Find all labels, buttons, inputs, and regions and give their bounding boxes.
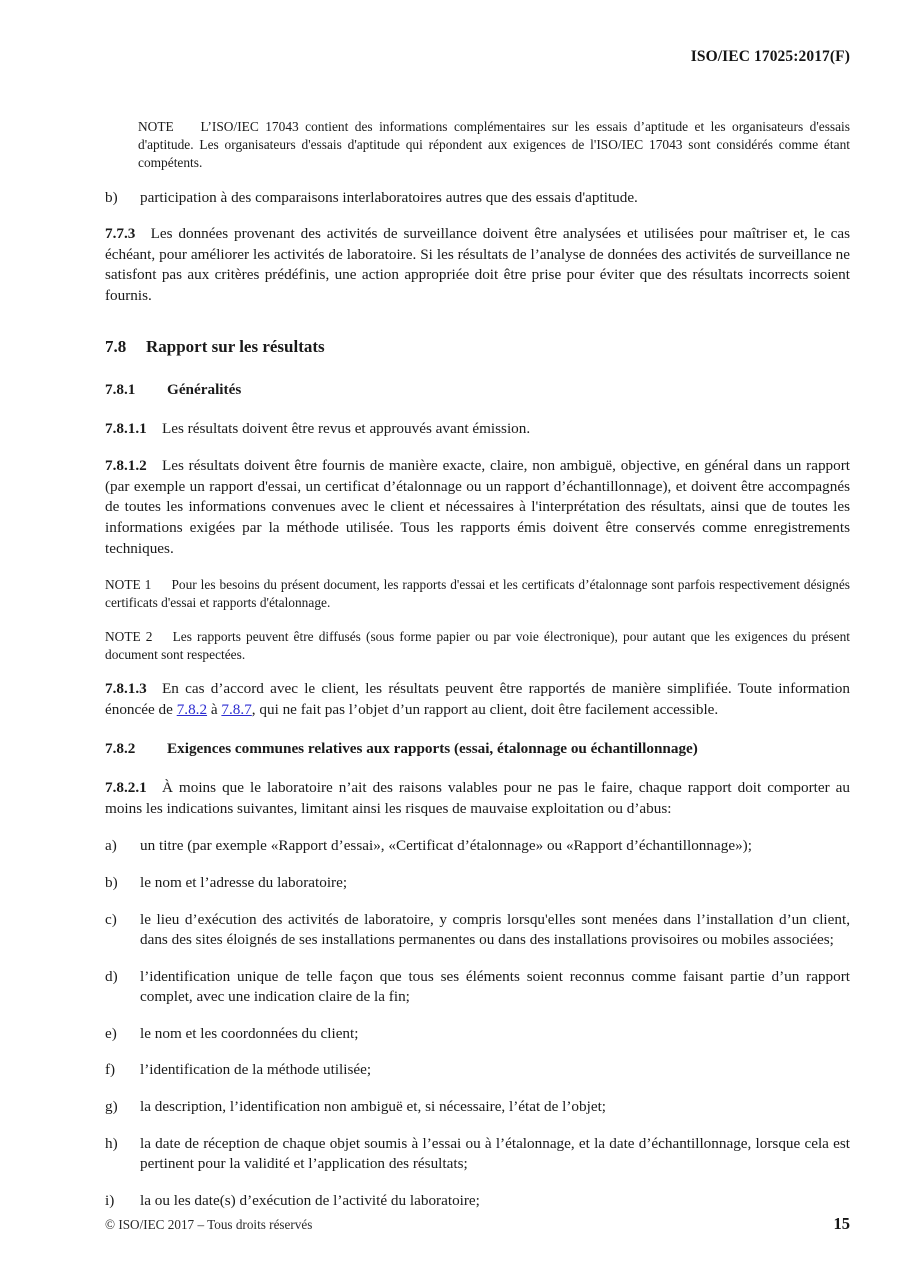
list-item [105,836,850,857]
clause-7-8-1-3 [105,679,850,720]
document-header: ISO/IEC 17025:2017(F) [690,48,850,65]
list-item-marker: i) [105,1191,115,1209]
list-item-marker: d) [105,967,118,985]
cross-reference-link-7-8-7[interactable]: 7.8.7 [221,700,252,718]
clause-text-before: En cas d’accord avec le client, les résultats peuvent être rapportés de manière simplifiée. Toute information énoncée de [105,679,850,718]
copyright-notice: © ISO/IEC 2017 – Tous droits réservés [105,1217,313,1232]
list-item-text: le nom et les coordonnées du client; [140,1024,359,1042]
list-item [105,967,850,1008]
page-content [105,118,850,1227]
list-item-text: la description, l’identification non ambiguë et, si nécessaire, l’état de l’objet; [140,1098,607,1116]
heading-title: Généralités [167,380,242,398]
list-item [105,1024,850,1045]
list-item-marker: b) [105,873,118,891]
list-item [105,1097,850,1118]
note-block-2 [105,628,850,664]
document-footer [105,1214,850,1234]
list-item-text: participation à des comparaisons interlaboratoires autres que des essais d'aptitude. [140,188,638,206]
clause-number: 7.8.2.1 [105,779,147,797]
note-text: L’ISO/IEC 17043 contient des informations complémentaires sur les essais d’aptitude et les organisateurs d'essais d'aptitude. Les organisateurs d'essais d'aptitude qui répondent aux exigences de l'ISO/IEC 17043 sont considérés comme étant compétents. [138,119,850,171]
list-item-marker: f) [105,1061,116,1079]
list-item-text: la ou les date(s) d’exécution de l’activité du laboratoire; [140,1191,480,1209]
list-item-text: le nom et l’adresse du laboratoire; [140,873,348,891]
list-item [105,188,850,209]
heading-7-8 [105,324,850,378]
clause-text-after: , qui ne fait pas l’objet d’un rapport au client, doit être facilement accessible. [251,700,719,718]
list-item [105,873,850,894]
list-item-marker: e) [105,1024,117,1042]
list-item-text: le lieu d’exécution des activités de laboratoire, y compris lorsqu'elles sont menées dans l’installation d’un client, dans des sites éloignés de ses installations permanentes ou dans des installations provisoires ou mobiles associées; [140,910,850,949]
clause-text: Les résultats doivent être revus et approuvés avant émission. [161,419,531,437]
list-item-text: l’identification de la méthode utilisée; [140,1061,372,1079]
list-item-text: un titre (par exemple «Rapport d’essai», «Certificat d’étalonnage» ou «Rapport d’échantillonnage»); [140,837,752,855]
list-item-text: la date de réception de chaque objet soumis à l’essai ou à l’étalonnage, et la date d’échantillonnage, lorsque cela est pertinent pour la validité et l’application des résultats; [140,1134,850,1173]
list-item-marker: c) [105,910,117,928]
heading-title: Rapport sur les résultats [146,336,325,356]
note-label: NOTE 1 [105,577,152,593]
list-item-marker: h) [105,1134,118,1152]
heading-7-8-2 [105,737,850,778]
heading-7-8-1 [105,378,850,419]
clause-7-7-3 [105,224,850,306]
heading-number: 7.8 [105,336,127,356]
clause-number: 7.8.1.1 [105,419,147,437]
note-block-top [138,118,850,173]
heading-number: 7.8.1 [105,380,136,398]
list-item [105,1134,850,1175]
clause-number: 7.8.1.3 [105,679,147,697]
note-text: Les rapports peuvent être diffusés (sous forme papier ou par voie électronique), pour autant que les exigences du présent document sont respectées. [105,628,850,662]
clause-number: 7.7.3 [105,225,136,243]
note-text: Pour les besoins du présent document, les rapports d'essai et les certificats d’étalonnage sont parfois respectivement désignés certificats d'essai et rapports d'étalonnage. [105,577,851,611]
note-block-1 [105,576,850,612]
list-item-marker: a) [105,837,117,855]
list-item-text: l’identification unique de telle façon que tous ses éléments soient reconnus comme faisant partie d’un rapport complet, avec une indication claire de la fin; [140,967,850,1006]
clause-text: Les résultats doivent être fournis de manière exacte, claire, non ambiguë, objective, en général dans un rapport (par exemple un rapport d'essai, un certificat d’étalonnage ou un rapport d’échantillonnage), et doivent être accompagnés de toutes les informations convenues avec le client et nécessaires à l'interprétation des résultats, ainsi que de toutes les informations exigées par la méthode utilisée. Tous les rapports émis doivent être conservés comme enregistrements techniques. [105,457,850,557]
note-label: NOTE 2 [105,628,153,644]
list-item [105,1060,850,1081]
clause-text-middle: à [207,700,222,718]
page-number: 15 [833,1214,850,1233]
clause-7-8-2-1 [105,778,850,819]
clause-text: Les données provenant des activités de surveillance doivent être analysées et utilisées pour maîtriser et, le cas échéant, pour améliorer les activités de laboratoire. Si les résultats de l’analyse de données des activités de surveillance ne satisfont pas aux critères prédéfinis, une action appropriée doit être prise pour éviter que des résultats incorrects soient fournis. [105,225,850,304]
clause-7-8-1-2 [105,456,850,559]
clause-text: À moins que le laboratoire n’ait des raisons valables pour ne pas le faire, chaque rapport doit comporter au moins les indications suivantes, limitant ainsi les risques de mauvaise exploitation ou d’abus: [105,779,850,817]
clause-7-8-1-1 [105,419,850,440]
list-item-marker: g) [105,1098,118,1116]
cross-reference-link-7-8-2[interactable]: 7.8.2 [176,700,208,718]
clause-number: 7.8.1.2 [105,457,147,475]
list-item-marker: b) [105,188,118,206]
requirements-list [105,836,850,1211]
heading-number: 7.8.2 [105,740,136,758]
list-item [105,910,850,951]
list-item [105,1191,850,1212]
heading-title: Exigences communes relatives aux rapports (essai, étalonnage ou échantillonnage) [167,740,698,758]
note-label: NOTE [138,119,174,134]
